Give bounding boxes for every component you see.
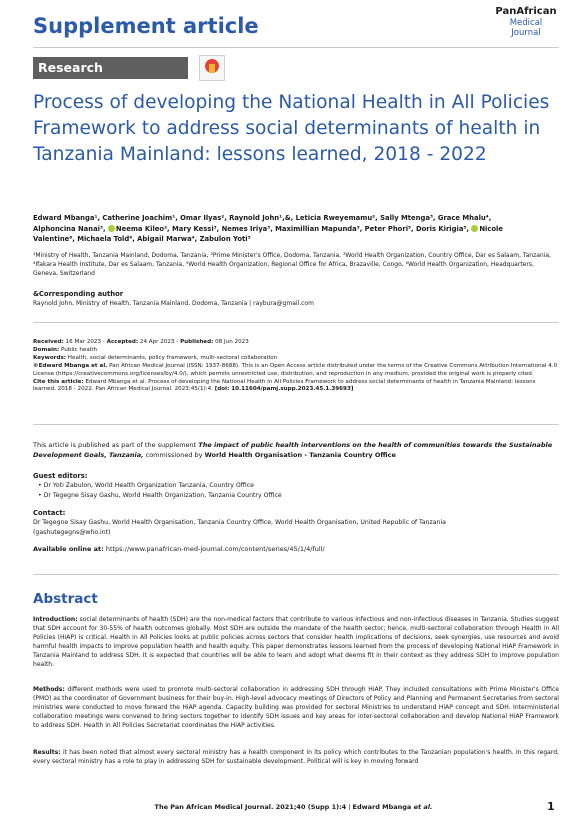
abstract-heading: Abstract — [33, 591, 98, 607]
supplement-note — [33, 440, 559, 460]
accepted-date: 24 Apr 2023 - — [138, 339, 181, 345]
results-text: it has been noted that almost every sectoral ministry has a health component in its policy which contributes to the Tanzanian population's health. In this regard, every sectoral ministry has a role to play in addressing SDH for sustainable development. Political will is key in moving forward — [33, 749, 559, 765]
contact-email[interactable]: (gashutegegns@who.int) — [33, 528, 111, 536]
cite-text: Edward Mbanga et al. Process of developing the National Health in All Policies Framework to address social determinants of health in Tanzania Mainland: lessons learned, 2018 - 2022. Pan African Medical Journal. 2023;45(1):4. — [33, 378, 536, 393]
footer-journal: The Pan African Medical Journal. 2021;40 (Supp 1):4 — [154, 803, 347, 811]
header-divider — [33, 47, 559, 48]
guest-editors-heading: Guest editors: — [33, 472, 88, 480]
divider — [33, 322, 559, 323]
guest-editors-list — [38, 481, 282, 500]
domain-label: Domain: — [33, 346, 60, 353]
contact-text — [33, 518, 559, 537]
copyright-line — [33, 363, 559, 379]
abstract-results — [33, 749, 559, 767]
available-online — [33, 545, 325, 553]
results-label: Results: — [33, 749, 61, 756]
contact-heading: Contact: — [33, 509, 66, 517]
authors-line-3: Valentine⁶, Michaela Told⁶, Abigail Marwa⁴, Zabulon Yoti³ — [33, 235, 251, 243]
supplement-intro: This article is published as part of the supplement — [33, 441, 199, 449]
corresponding-author-heading: &Corresponding author — [33, 290, 124, 298]
footer-et-al: et al. — [413, 803, 433, 811]
guest-editor-item: • Dr Tegegne Sisay Gashu, World Health Organization, Tanzania Country Office — [38, 491, 282, 501]
article-title: Process of developing the National Health in All Policies Framework to address social determinants of health in Tanzania Mainland: lessons learned, 2018 - 2022 — [33, 92, 550, 165]
authors-line-1: Edward Mbanga¹, Catherine Joachim¹, Omar Ilyas², Raynold John¹,&, Leticia Rweyemamu², Sally Mtenga³, Grace Mhalu⁴, — [33, 214, 492, 222]
contact-line-1: Dr Tegegne Sisay Gashu, World Health Organisation, Tanzania Country Office, World Health Organisation, United Republic of Tanzania — [33, 519, 446, 526]
footer-author: Edward Mbanga — [352, 803, 414, 811]
domain-value: Public health — [59, 346, 98, 353]
copyright-text: Pan African Medical Journal (ISSN: 1937-8688). This is an Open Access article distributed under the terms of the Creative Commons Attribution International 4.0 License (https://creativecommons.org/licenses/by/4.0/), which permits unrestricted use, distribution, and reproduction in any medium, provided the original work is properly cited. — [33, 362, 558, 377]
supplement-name: The impact of public health interventions on the health of communities towards the Sustainable Development Goals, Tanzania, — [33, 441, 553, 459]
supplement-org: World Health Organisation - Tanzania Country Office — [204, 451, 396, 459]
crossmark-icon[interactable] — [199, 55, 225, 81]
accepted-label: Accepted: — [106, 339, 139, 345]
abstract-introduction — [33, 616, 559, 670]
page-footer — [0, 803, 587, 811]
published-label: Published: — [180, 339, 214, 345]
published-date: 08 Jun 2023 — [213, 339, 249, 345]
orcid-icon[interactable] — [108, 225, 115, 232]
cite-label: Cite this article: — [33, 378, 84, 385]
divider — [33, 424, 559, 425]
keywords-label: Keywords: — [33, 354, 67, 361]
logo-line-1: PanAfrican — [495, 6, 557, 17]
author-segment: Nicole — [479, 224, 504, 233]
article-metadata — [33, 339, 559, 394]
author-list — [33, 213, 559, 245]
online-label: Available online at: — [33, 545, 104, 553]
author-segment: Alphoncina Nanai³, — [33, 224, 108, 233]
methods-label: Methods: — [33, 686, 65, 693]
logo-line-3: Journal — [511, 28, 541, 38]
received-label: Received: — [33, 339, 64, 345]
keywords-value: Health, social determinants, policy framework, multi-sectoral collaboration — [66, 354, 278, 361]
online-url[interactable]: https://www.panafrican-med-journal.com/content/series/45/1/4/full/ — [103, 545, 325, 553]
divider — [33, 574, 559, 575]
methods-text: different methods were used to promote multi-sectoral collaboration in addressing SDH through HiAP. They included consultations with Prime Minister's Office (PMO) as the coordinator of Government business for their buy-in. High-level advocacy meetings of Directors of Policy and Planning and Permanent Secretaries from sectoral ministries were conducted to move forward the HiAP agenda. Capacity building was provided for sectoral Ministries to understand HiAP concept and SDH. Interministerial collaboration meetings were convened to bring sectors together to identify SDH issues and key areas for inter-sectoral collaboration and develop National HiAP Framework to address SDH. Health in All Policies Secretariat coordinates the HiAP activities. — [33, 686, 559, 729]
article-type-badge: Research — [33, 57, 188, 79]
logo-line-2: Medical — [509, 18, 543, 28]
footer-separator: | — [346, 803, 353, 811]
introduction-label: Introduction: — [33, 616, 78, 623]
dates-line — [33, 339, 559, 347]
citation-line — [33, 379, 559, 395]
received-date: 16 Mar 2023 - — [63, 339, 107, 345]
author-segment: Neema Kileo², Mary Kessi³, Nemes Iriya³, Maximillian Mapunda³, Peter Phori⁵, Doris Kirigia⁵, — [115, 224, 472, 233]
supplement-title: Supplement article — [33, 14, 259, 38]
affiliations: ¹Ministry of Health, Tanzania Mainland, Dodoma, Tanzania, ²Prime Minister's Office, Dodoma, Tanzania, ³World Health Organization, Country Office, Dar es Salaam, Tanzania, ⁴Ifakara Health Institute, Dar es Salaam, Tanzania, ⁵World Health Organization, Regional Office for Africa, Brazaville, Congo, ⁶World Health Organization, Headquarters, Geneva, Switzerland — [33, 252, 551, 277]
page-number: 1 — [547, 800, 555, 813]
domain-line — [33, 347, 559, 355]
copyright-label: ©Edward Mbanga et al. — [33, 362, 108, 369]
doi-link[interactable]: [doi: 10.11604/pamj.supp.2023.45.1.39693] — [214, 386, 354, 393]
journal-logo[interactable] — [480, 6, 572, 38]
introduction-text: social determinants of health (SDH) are the non-medical factors that contribute to various infectious and non-infectious diseases in Tanzania. Studies suggest that SDH account for 30-55% of health outcomes globally. Most SDH are outside the mandate of the health sector; hence, multi-sectoral collaboration through Health in All Policies (HiAP) is critical. Health in All Policies looks at public policies across sectors that consider health implications of decisions, seek synergies, use resources and avoid harmful health impacts to improve population health and health equity. This paper demonstrates lessons learned from the process of developing National HiAP Framework in Tanzania Mainland to address SDH. It is expected that countries will be able to learn and adopt what deems fit in their context as they address SDH to improve population health. — [33, 616, 559, 668]
supplement-mid: commissioned by — [143, 451, 205, 459]
authors-line-2 — [33, 224, 559, 235]
guest-editor-item: • Dr Yoti Zabulon, World Health Organization Tanzania, Country Office — [38, 481, 282, 491]
orcid-icon[interactable] — [471, 225, 478, 232]
keywords-line — [33, 355, 559, 363]
abstract-methods — [33, 686, 559, 731]
corresponding-author-text: Raynold John, Ministry of Health, Tanzania Mainland, Dodoma, Tanzania | raybura@gmail.com — [33, 300, 314, 307]
